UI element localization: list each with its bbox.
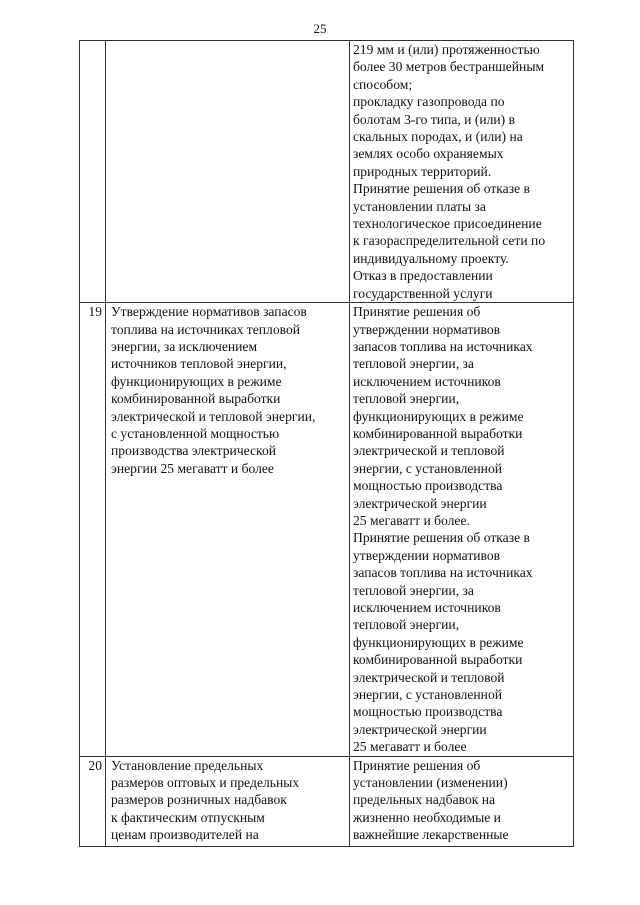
service-result-line: природных территорий. xyxy=(353,163,492,179)
service-result-line: болотам 3-го типа, и (или) в xyxy=(353,111,516,127)
service-result-line: тепловой энергии, xyxy=(353,617,460,633)
row-number-cell xyxy=(80,756,106,846)
service-result-cell xyxy=(350,303,574,757)
service-result-line: утверждении нормативов xyxy=(353,321,501,337)
service-name-line: Установление предельных xyxy=(111,757,264,773)
service-name-line: энергии, за исключением xyxy=(111,338,258,354)
service-name-line: производства электрической xyxy=(111,443,277,459)
service-result-line: комбинированной выработки xyxy=(353,425,523,441)
service-result-line: функционирующих в режиме xyxy=(353,634,524,650)
table-row xyxy=(80,756,574,846)
service-result-line: индивидуальному проекту. xyxy=(353,250,509,266)
service-result-line: Принятие решения об отказе в xyxy=(353,181,530,197)
service-name-line: с установленной мощностью xyxy=(111,425,280,441)
service-result-line: Принятие решения об xyxy=(353,304,481,320)
service-result-line: Принятие решения об xyxy=(353,757,481,773)
row-number: 19 xyxy=(88,304,102,320)
service-name-line: топлива на источниках тепловой xyxy=(111,321,301,337)
service-result-line: важнейшие лекарственные xyxy=(353,827,509,843)
table-row xyxy=(80,303,574,757)
service-name-line: электрической и тепловой энергии, xyxy=(111,408,316,424)
service-result-line: тепловой энергии, за xyxy=(353,356,474,372)
service-name-line: к фактическим отпускным xyxy=(111,809,265,825)
service-name-line: источников тепловой энергии, xyxy=(111,356,287,372)
service-result-line: 25 мегаватт и более xyxy=(353,739,467,755)
service-result-line: мощностью производства xyxy=(353,704,503,720)
service-result-line: способом; xyxy=(353,76,413,92)
service-result-line: электрической энергии xyxy=(353,721,487,737)
service-result-line: энергии, с установленной xyxy=(353,460,503,476)
service-result-line: функционирующих в режиме xyxy=(353,408,524,424)
service-name-line: комбинированной выработки xyxy=(111,391,281,407)
row-number-cell xyxy=(80,41,106,303)
service-result-cell xyxy=(350,41,574,303)
service-name-cell xyxy=(106,41,350,303)
service-result-line: тепловой энергии, xyxy=(353,391,460,407)
service-result-line: прокладку газопровода по xyxy=(353,94,505,110)
service-result-line: скальных породах, и (или) на xyxy=(353,129,523,145)
service-name-line: функционирующих в режиме xyxy=(111,373,282,389)
service-result-line: электрической и тепловой xyxy=(353,669,505,685)
service-result-line: энергии, с установленной xyxy=(353,687,503,703)
service-result-line: к газораспределительной сети по xyxy=(353,233,546,249)
service-result-line: электрической энергии xyxy=(353,495,487,511)
service-result-cell xyxy=(350,756,574,846)
service-result-line: исключением источников xyxy=(353,373,501,389)
row-number: 20 xyxy=(88,757,102,773)
service-result-line: предельных надбавок на xyxy=(353,792,496,808)
service-result-line: Принятие решения об отказе в xyxy=(353,530,530,546)
service-name-cell xyxy=(106,303,350,757)
service-result-line: установлении платы за xyxy=(353,198,486,214)
service-result-line: запасов топлива на источниках xyxy=(353,565,533,581)
service-name-line: Утверждение нормативов запасов xyxy=(111,304,307,320)
service-result-line: Отказ в предоставлении xyxy=(353,268,493,284)
service-name-line: размеров оптовых и предельных xyxy=(111,775,300,791)
table-row xyxy=(80,41,574,303)
service-result-line: комбинированной выработки xyxy=(353,652,523,668)
service-result-line: жизненно необходимые и xyxy=(353,809,501,825)
service-name-line: энергии 25 мегаватт и более xyxy=(111,460,274,476)
service-result-line: электрической и тепловой xyxy=(353,443,505,459)
service-result-line: землях особо охраняемых xyxy=(353,146,504,162)
page-number: 25 xyxy=(313,21,327,36)
service-name-line: ценам производителей на xyxy=(111,827,259,843)
row-number-cell xyxy=(80,303,106,757)
service-result-line: исключением источников xyxy=(353,600,501,615)
service-name-cell xyxy=(106,756,350,846)
service-result-line: государственной услуги xyxy=(353,285,493,301)
service-result-line: установлении (изменении) xyxy=(353,775,508,791)
service-result-line: 219 мм и (или) протяженностью xyxy=(353,42,540,57)
service-result-line: более 30 метров бестраншейным xyxy=(353,59,545,75)
service-result-line: утверждении нормативов xyxy=(353,547,501,563)
service-result-line: запасов топлива на источниках xyxy=(353,338,533,354)
service-name-line: размеров розничных надбавок xyxy=(111,792,287,808)
services-table xyxy=(79,40,574,847)
service-result-line: мощностью производства xyxy=(353,478,503,494)
service-result-line: технологическое присоединение xyxy=(353,216,542,232)
service-result-line: тепловой энергии, за xyxy=(353,582,474,598)
service-result-line: 25 мегаватт и более. xyxy=(353,512,470,528)
